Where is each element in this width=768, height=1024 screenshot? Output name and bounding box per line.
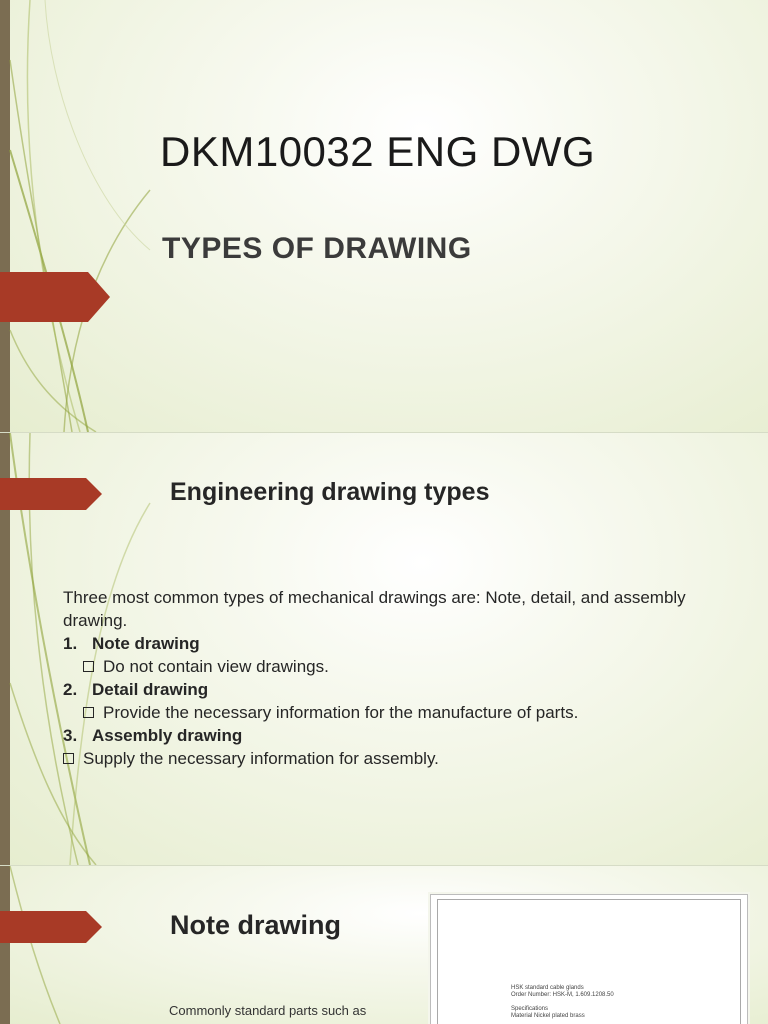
sub-bullet: [63, 701, 703, 724]
slide-heading: Note drawing: [170, 910, 342, 940]
slide-body: [63, 586, 703, 770]
square-bullet-icon: [83, 707, 94, 718]
sub-bullet: [63, 655, 703, 678]
drawing-note-text: HSK standard cable glands Order Number: HSK-M, 1.609.1208.50 Specifications Material Nickel plated brass: [511, 985, 614, 1019]
list-label: Note drawing: [92, 634, 200, 653]
slide-body-text: Commonly standard parts such as: [169, 1003, 367, 1018]
presentation-title: DKM10032 ENG DWG: [160, 128, 596, 175]
decorative-swoosh-lines: [0, 0, 160, 432]
list-number: 2.: [63, 680, 78, 699]
slide-marker-tab: [0, 478, 104, 510]
list-number: 1.: [63, 634, 78, 653]
square-bullet-icon: [63, 753, 74, 764]
list-item: [63, 632, 703, 655]
intro-paragraph: Three most common types of mechanical drawings are: Note, detail, and assembly drawing.: [63, 588, 686, 630]
slide-heading: Engineering drawing types: [170, 478, 490, 506]
sub-bullet-text: Do not contain view drawings.: [103, 657, 329, 676]
note-drawing-image: [430, 894, 748, 1024]
list-label: Detail drawing: [92, 680, 209, 699]
list-number: 3.: [63, 726, 78, 745]
sub-bullet: [63, 747, 703, 770]
slide-marker-tab: [0, 911, 104, 943]
list-item: [63, 724, 703, 747]
list-item: [63, 678, 703, 701]
decorative-swoosh-lines: [0, 866, 120, 1024]
sub-bullet-text: Provide the necessary information for the manufacture of parts.: [103, 703, 579, 722]
presentation-subtitle: TYPES OF DRAWING: [162, 232, 472, 265]
slide-title: [0, 0, 768, 432]
square-bullet-icon: [83, 661, 94, 672]
slide-note-drawing: [0, 866, 768, 1024]
slide-drawing-types: [0, 433, 768, 865]
list-label: Assembly drawing: [92, 726, 243, 745]
sub-bullet-text: Supply the necessary information for assembly.: [83, 749, 439, 768]
slide-marker-tab: [0, 272, 112, 322]
